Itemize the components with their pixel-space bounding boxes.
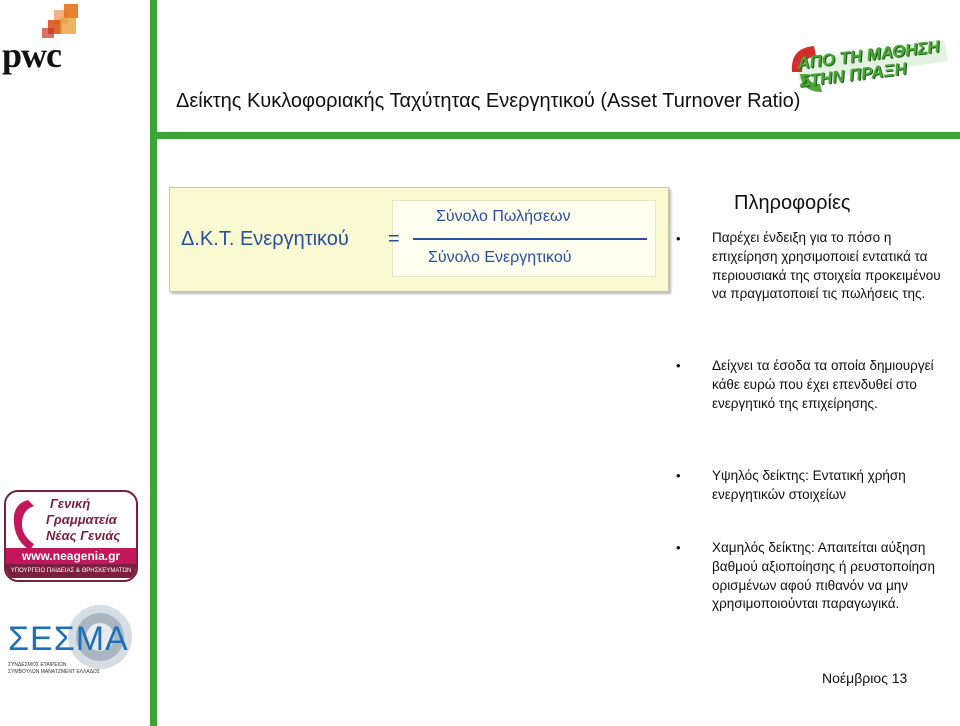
neagenia-line1: Γενική xyxy=(50,496,91,511)
fraction-line xyxy=(413,238,647,240)
sesma-sub1: ΣΥΝΔΕΣΜΟΣ ΕΤΑΙΡΕΙΩΝ xyxy=(8,662,67,668)
footer-date: Νοέμβριος 13 xyxy=(822,670,908,686)
right-logo-text: ΑΠΟ ΤΗ ΜΑΘΗΣΗ ΣΤΗΝ ΠΡΑΞΗ xyxy=(796,36,941,92)
neagenia-logo xyxy=(4,490,138,582)
face-profile-icon xyxy=(8,496,48,554)
formula-equals: = xyxy=(388,228,400,250)
info-bullet-2: Δείχνει τα έσοδα τα οποία δημιουργεί κάθε ευρώ που έχει επενδυθεί στο ενεργητικό της επιχείρησης. xyxy=(712,358,934,411)
bullet-dot: • xyxy=(676,358,681,373)
sesma-text: ΣΕΣΜΑ xyxy=(8,620,129,658)
learning-to-practice-logo xyxy=(786,34,956,104)
info-bullet-4: Χαμηλός δείκτης: Απαιτείται αύξηση βαθμού αξιοποίησης ή ρευστοποίηση ορισμένων αφού πιθανόν να μην χρησιμοποιούνται παραγωγικά. xyxy=(712,540,936,612)
bullet-dot: • xyxy=(676,540,681,555)
frame-horizontal-line xyxy=(150,132,960,139)
neagenia-line3: Νέας Γενιάς xyxy=(46,528,121,543)
formula-lhs: Δ.Κ.Τ. Ενεργητικού xyxy=(181,228,349,250)
bullet-dot: • xyxy=(676,231,681,246)
bullet-dot: • xyxy=(676,468,681,483)
page-title: Δείκτης Κυκλοφοριακής Ταχύτητας Ενεργητικού (Asset Turnover Ratio) xyxy=(176,90,801,112)
formula-denominator: Σύνολο Ενεργητικού xyxy=(428,249,572,266)
neagenia-ministry: ΥΠΟΥΡΓΕΙΟ ΠΑΙΔΕΙΑΣ & ΘΡΗΣΚΕΥΜΑΤΩΝ xyxy=(6,564,136,578)
info-bullet-1: Παρέχει ένδειξη για το πόσο η επιχείρηση χρησιμοποιεί εντατικά τα περιουσιακά της στοιχεία προκειμένου να πραγματοποιεί τις πωλήσεις της. xyxy=(712,230,941,302)
formula-numerator: Σύνολο Πωλήσεων xyxy=(436,208,571,225)
sesma-sub2: ΣΥΜΒΟΥΛΩΝ ΜΑΝΑΤΖΜΕΝΤ ΕΛΛΑΔΟΣ xyxy=(8,669,100,675)
pwc-logo-text: pwc xyxy=(2,35,61,75)
neagenia-line2: Γραμματεία xyxy=(46,512,117,527)
sesma-logo xyxy=(2,596,142,686)
info-bullet-3: Υψηλός δείκτης: Εντατική χρήση ενεργητικών στοιχείων xyxy=(712,468,906,502)
frame-vertical-line xyxy=(150,0,157,726)
info-title: Πληροφορίες xyxy=(734,192,851,214)
neagenia-url: www.neagenia.gr xyxy=(6,548,136,564)
